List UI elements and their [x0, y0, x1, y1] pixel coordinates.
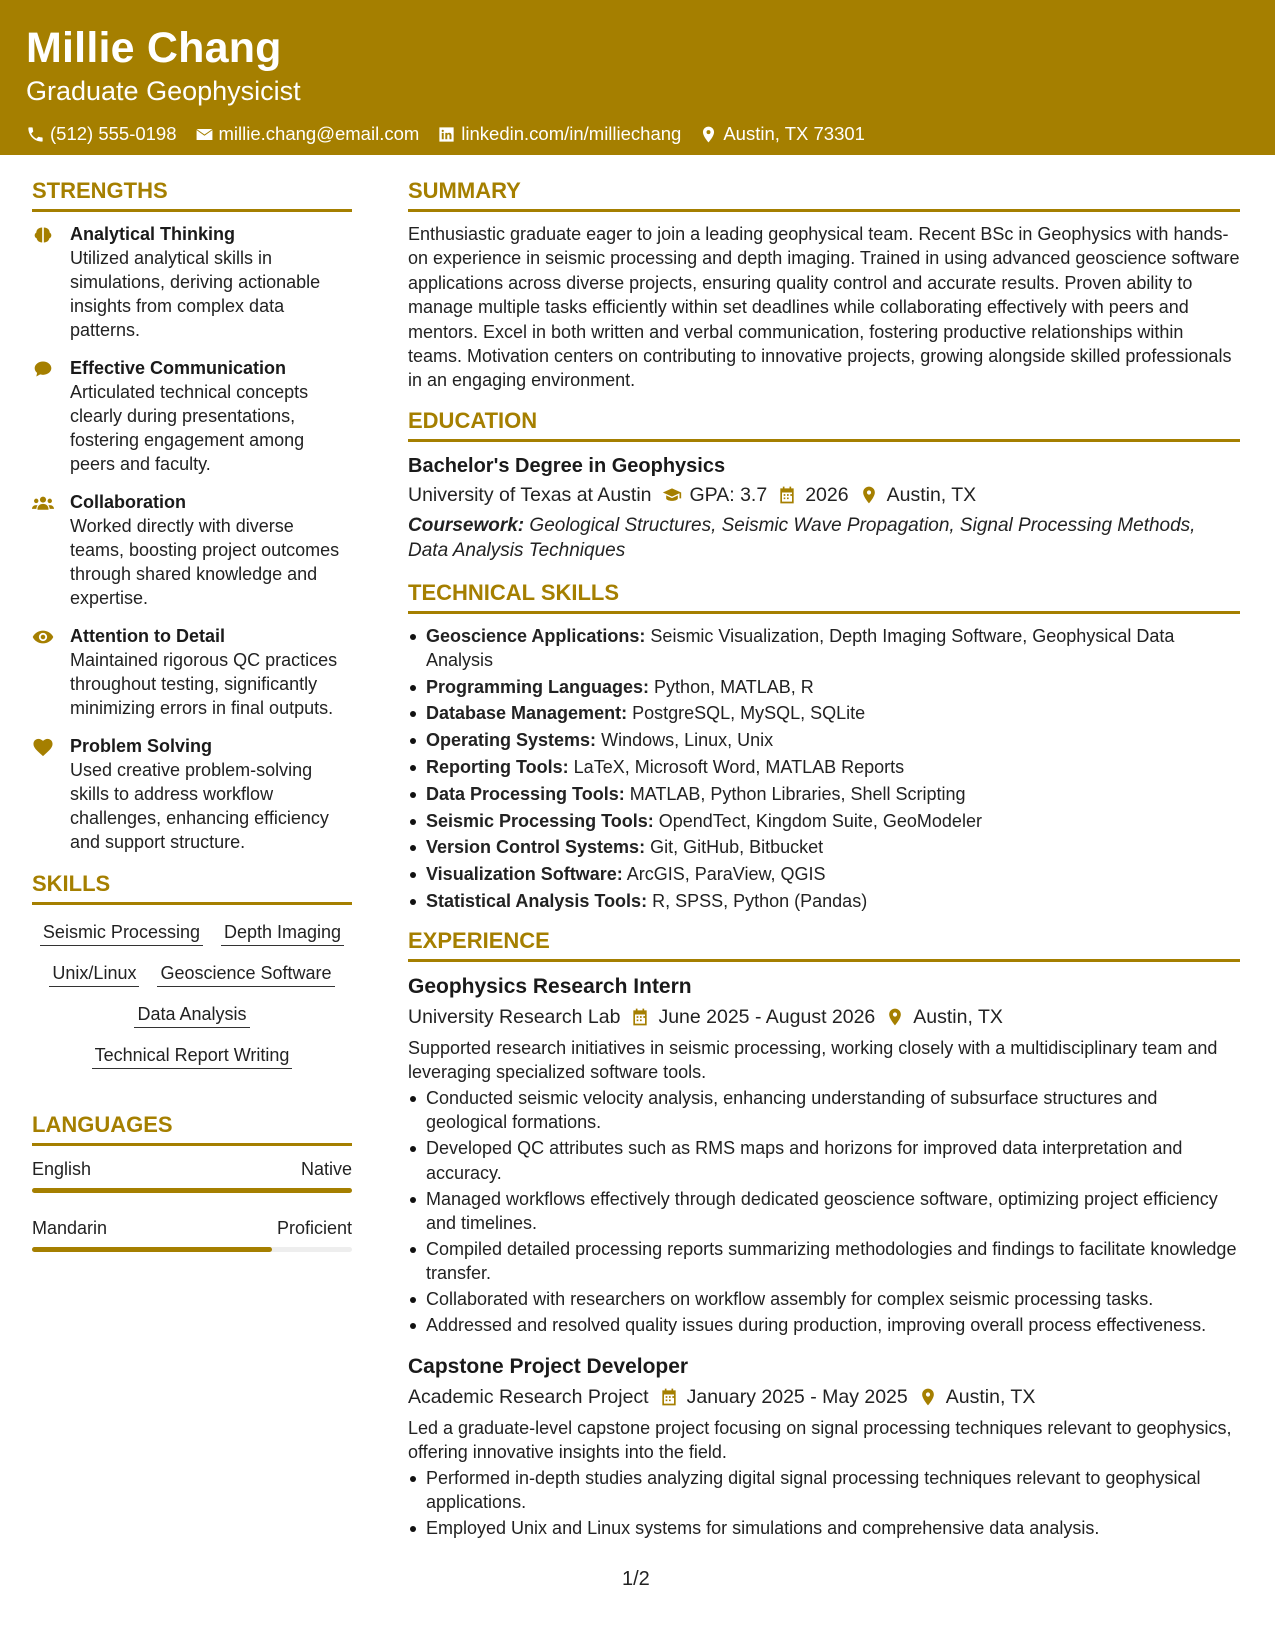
- heart-icon: [32, 737, 54, 757]
- brain-icon: [32, 225, 54, 245]
- list-item: Developed QC attributes such as RMS maps and horizons for improved data interpretation and accuracy.: [408, 1136, 1240, 1185]
- strength-item: [32, 624, 352, 720]
- strength-desc: Maintained rigorous QC practices throughout testing, significantly minimizing errors in final outputs.: [70, 650, 338, 718]
- skill-category: Operating Systems:: [426, 730, 597, 751]
- list-item: Managed workflows effectively through dedicated geoscience software, optimizing project efficiency and timelines.: [408, 1187, 1240, 1236]
- job-location: Austin, TX: [913, 1006, 1003, 1029]
- phone-icon: [26, 125, 45, 144]
- skill-values: PostgreSQL, MySQL, SQLite: [632, 703, 866, 724]
- strength-title: Problem Solving: [70, 736, 213, 756]
- summary-heading: SUMMARY: [408, 175, 1240, 212]
- education-meta: [408, 480, 1240, 510]
- coursework-label: Coursework:: [408, 514, 525, 536]
- graduation-cap-icon: [662, 485, 682, 505]
- strength-title: Attention to Detail: [70, 626, 225, 646]
- strength-item: [32, 222, 352, 342]
- list-item: [408, 809, 1240, 833]
- coursework: [408, 513, 1240, 563]
- contact-location: [699, 122, 865, 146]
- skill-values: Seismic Visualization, Depth Imaging Software, Geophysical Data Analysis: [426, 625, 1175, 670]
- calendar-icon: [630, 1007, 650, 1027]
- contact-linkedin[interactable]: [437, 122, 681, 146]
- skill-values: Windows, Linux, Unix: [601, 730, 774, 751]
- skill-category: Database Management:: [426, 703, 628, 724]
- skill-tag: Technical Report Writing: [92, 1042, 293, 1069]
- gpa: GPA: 3.7: [689, 483, 768, 506]
- summary-text: Enthusiastic graduate eager to join a leading geophysical team. Recent BSc in Geophysics with hands-on experience in seismic processing and depth imaging. Trained in using advanced geoscience software applications across diverse projects, ensuring quality control and accurate results. Proven ability to manage multiple tasks efficiently within set deadlines while collaborating effectively with peers and mentors. Excel in both written and verbal communication, fostering productive relationships within teams. Motivation centers on contributing to innovative projects, growing alongside skilled professionals in an engaging environment.: [408, 224, 1240, 391]
- list-item: [408, 835, 1240, 859]
- job-dates: January 2025 - May 2025: [686, 1385, 908, 1408]
- job-bullets: [408, 1466, 1240, 1541]
- list-item: [408, 624, 1240, 672]
- eye-icon: [32, 627, 54, 647]
- skill-category: Data Processing Tools:: [426, 783, 625, 804]
- map-pin-icon: [699, 125, 718, 144]
- users-icon: [32, 493, 54, 513]
- list-item: Conducted seismic velocity analysis, enhancing understanding of subsurface structures and geological formations.: [408, 1086, 1240, 1135]
- skill-tag: Geoscience Software: [157, 960, 334, 987]
- list-item: [408, 701, 1240, 725]
- resume-header: [0, 0, 1275, 155]
- job-org: University Research Lab: [408, 1006, 621, 1029]
- list-item: Compiled detailed processing reports summarizing methodologies and findings to facilitate knowledge transfer.: [408, 1237, 1240, 1286]
- skill-tag: Depth Imaging: [221, 919, 344, 946]
- skill-values: ArcGIS, ParaView, QGIS: [626, 864, 826, 885]
- strength-item: [32, 356, 352, 476]
- languages-heading: LANGUAGES: [32, 1109, 352, 1146]
- skill-category: Geoscience Applications:: [426, 625, 646, 646]
- skill-category: Visualization Software:: [426, 864, 623, 885]
- strength-desc: Articulated technical concepts clearly during presentations, fostering engagement among peers and faculty.: [70, 382, 309, 474]
- technical-skills-list: [408, 624, 1240, 913]
- job-meta: [408, 1002, 1240, 1032]
- language-level: Native: [300, 1159, 352, 1179]
- map-pin-icon: [859, 485, 879, 505]
- list-item: [408, 782, 1240, 806]
- skills-heading: SKILLS: [32, 868, 352, 905]
- education-heading: EDUCATION: [408, 405, 1240, 442]
- graduation-year: 2026: [805, 483, 849, 506]
- skill-values: OpendTect, Kingdom Suite, GeoModeler: [658, 810, 982, 831]
- job-entry: [408, 1352, 1240, 1541]
- language-proficiency-fill: [32, 1188, 352, 1193]
- list-item: Performed in-depth studies analyzing digital signal processing techniques relevant to geophysical applications.: [408, 1466, 1240, 1515]
- strength-desc: Used creative problem-solving skills to address workflow challenges, enhancing efficiency and support structure.: [70, 760, 329, 852]
- list-item: [408, 675, 1240, 699]
- linkedin-icon: [437, 125, 456, 144]
- education-location: Austin, TX: [886, 483, 977, 506]
- strength-desc: Utilized analytical skills in simulations, deriving actionable insights from complex data patterns.: [70, 248, 321, 340]
- contact-email[interactable]: [195, 122, 420, 146]
- list-item: Collaborated with researchers on workflow assembly for complex seismic processing tasks.: [408, 1287, 1240, 1311]
- skill-category: Reporting Tools:: [426, 757, 569, 778]
- school-name: University of Texas at Austin: [408, 483, 652, 506]
- candidate-name: Millie Chang: [26, 24, 282, 72]
- skill-category: Seismic Processing Tools:: [426, 810, 654, 831]
- skill-tag: Seismic Processing: [40, 919, 203, 946]
- skill-tag: Data Analysis: [134, 1001, 249, 1028]
- job-description: Supported research initiatives in seismic processing, working closely with a multidisciplinary team and leveraging specialized software tools.: [408, 1038, 1218, 1083]
- language-item: [32, 1156, 352, 1193]
- list-item: [408, 755, 1240, 779]
- contact-phone-text: (512) 555-0198: [50, 123, 177, 144]
- strength-item: [32, 490, 352, 610]
- list-item: [408, 862, 1240, 886]
- coursework-list: Geological Structures, Seismic Wave Propagation, Signal Processing Methods, Data Analysis Techniques: [408, 514, 1196, 561]
- skill-values: MATLAB, Python Libraries, Shell Scripting: [629, 783, 966, 804]
- technical-skills-heading: TECHNICAL SKILLS: [408, 577, 1240, 614]
- strength-desc: Worked directly with diverse teams, boosting project outcomes through shared knowledge and expertise.: [70, 516, 340, 608]
- job-dates: June 2025 - August 2026: [658, 1006, 876, 1029]
- map-pin-icon: [918, 1387, 938, 1407]
- strength-title: Analytical Thinking: [70, 224, 236, 244]
- skill-tag: Unix/Linux: [49, 960, 139, 987]
- skill-category: Version Control Systems:: [426, 837, 646, 858]
- language-proficiency-bar: [32, 1188, 352, 1193]
- contact-linkedin-text: linkedin.com/in/milliechang: [461, 123, 682, 144]
- speech-bubble-icon: [32, 359, 54, 379]
- list-item: Addressed and resolved quality issues during production, improving overall process effectiveness.: [408, 1313, 1240, 1337]
- list-item: [408, 889, 1240, 913]
- page-number: 1/2: [622, 1568, 650, 1590]
- degree-title: Bachelor's Degree in Geophysics: [408, 454, 726, 477]
- skill-values: Python, MATLAB, R: [654, 676, 814, 697]
- job-title: Capstone Project Developer: [408, 1354, 689, 1378]
- list-item: [408, 728, 1240, 752]
- language-item: [32, 1215, 352, 1252]
- language-name: English: [32, 1159, 92, 1179]
- language-name: Mandarin: [32, 1218, 108, 1238]
- map-pin-icon: [885, 1007, 905, 1027]
- job-entry: [408, 972, 1240, 1338]
- contact-phone[interactable]: [26, 122, 177, 146]
- calendar-icon: [659, 1387, 679, 1407]
- job-meta: [408, 1382, 1240, 1412]
- contact-location-text: Austin, TX 73301: [723, 123, 865, 144]
- strength-title: Collaboration: [70, 492, 186, 512]
- skill-category: Programming Languages:: [426, 676, 650, 697]
- language-level: Proficient: [276, 1218, 352, 1238]
- job-bullets: [408, 1086, 1240, 1338]
- job-org: Academic Research Project: [408, 1385, 649, 1408]
- candidate-title: Graduate Geophysicist: [26, 76, 301, 106]
- job-title: Geophysics Research Intern: [408, 975, 692, 999]
- skill-tag-list: [32, 915, 352, 1069]
- skill-values: LaTeX, Microsoft Word, MATLAB Reports: [573, 757, 905, 778]
- envelope-icon: [195, 125, 214, 144]
- job-description: Led a graduate-level capstone project focusing on signal processing techniques relevant to geophysics, offering innovative insights into the field.: [408, 1417, 1232, 1463]
- left-column: [32, 175, 352, 1274]
- strength-title: Effective Communication: [70, 358, 287, 378]
- calendar-icon: [777, 485, 797, 505]
- experience-heading: EXPERIENCE: [408, 925, 1240, 962]
- language-proficiency-bar: [32, 1247, 352, 1252]
- strength-item: [32, 734, 352, 854]
- job-location: Austin, TX: [945, 1385, 1036, 1408]
- right-column: [408, 175, 1240, 1554]
- skill-values: R, SPSS, Python (Pandas): [652, 891, 868, 912]
- contact-email-text: millie.chang@email.com: [218, 123, 420, 144]
- skill-values: Git, GitHub, Bitbucket: [650, 837, 824, 858]
- language-proficiency-fill: [32, 1247, 272, 1252]
- strengths-heading: STRENGTHS: [32, 175, 352, 212]
- skill-category: Statistical Analysis Tools:: [426, 891, 648, 912]
- contact-bar: [26, 122, 1275, 146]
- list-item: Employed Unix and Linux systems for simulations and comprehensive data analysis.: [408, 1516, 1240, 1540]
